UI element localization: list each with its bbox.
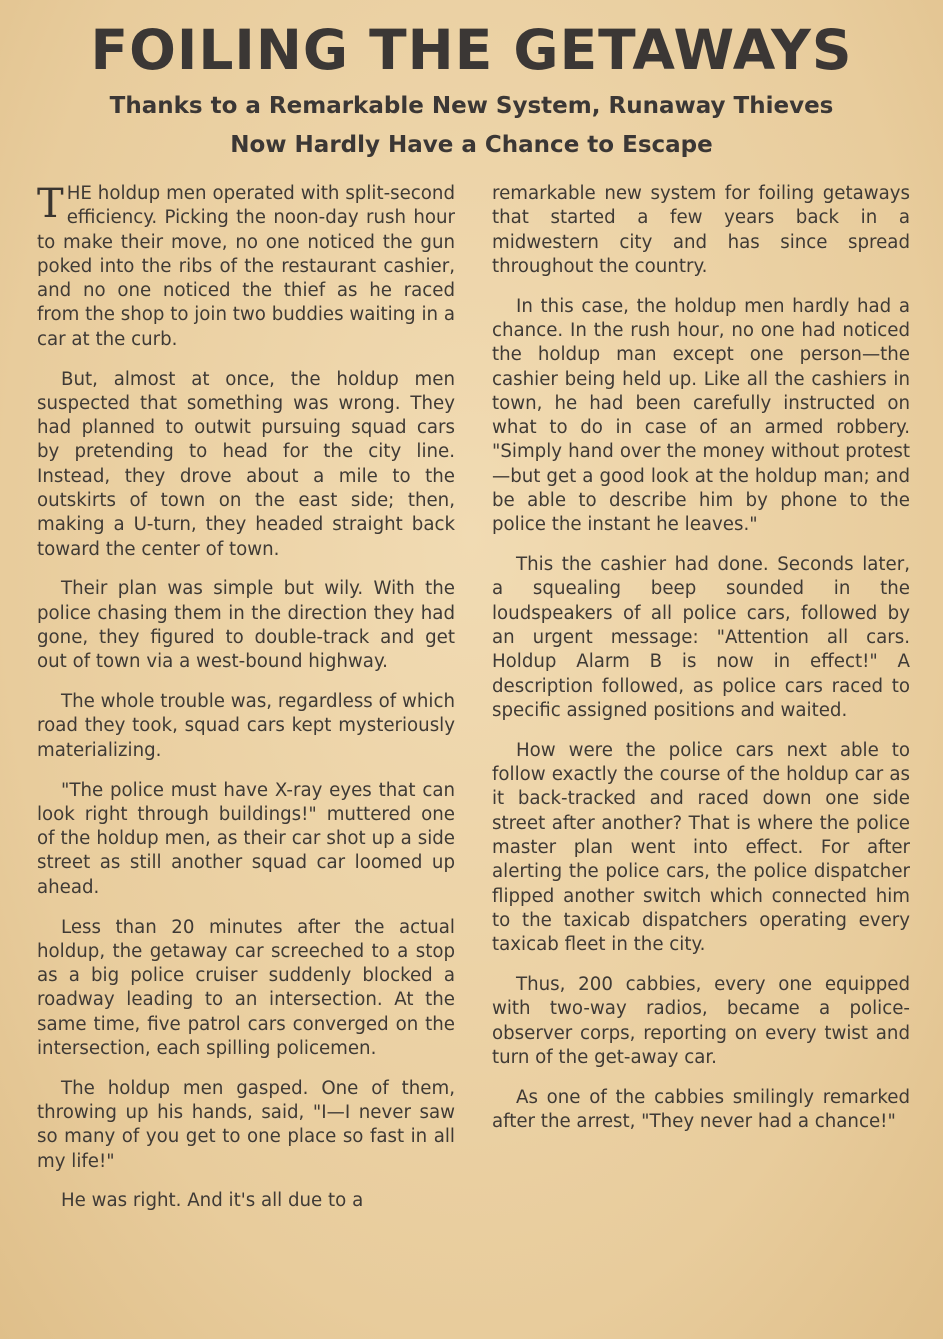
paragraph: As one of the cabbies smilingly remarked after the arrest, "They never had a chance!" [492, 1086, 910, 1132]
paragraph: This the cashier had done. Seconds later, a squealing beep sounded in the loudspeakers of all police cars, followed by an urgent message: "Attention all cars. Holdup Alarm B is now in effect!" A description followed, as police cars raced to specific assigned positions and waited. [492, 554, 910, 721]
article-title: FOILING THE GETAWAYS [90, 18, 853, 82]
article-subtitle-line1: Thanks to a Remarkable New System, Runaway Thieves [109, 93, 834, 119]
paragraph: How were the police cars next able to follow exactly the course of the holdup car as it back-tracked and raced down one side street after another? That is where the police master plan went into effect. For after alerting the police cars, the police dispatcher flipped another switch which connected him to the taxicab dispatchers operating every taxicab fleet in the city. [492, 739, 910, 956]
right-column [492, 182, 910, 1134]
left-column [37, 182, 455, 1214]
paragraph: He was right. And it's all due to a [61, 1190, 364, 1212]
paragraph: Their plan was simple but wily. With the police chasing them in the direction they had gone, they figured to double-track and get out of town via a west-bound highway. [37, 578, 455, 673]
paragraph: The holdup men gasped. One of them, throwing up his hands, said, "I—I never saw so many of you get to one place so fast in all my life!" [37, 1077, 455, 1172]
paragraph-text: HE holdup men operated with split-second efficiency. Picking the noon-day rush hour to make their move, no one noticed the gun poked into the ribs of the restaurant cashier, and no one noticed the thief as he raced from the shop to join two buddies waiting in a car at the curb. [37, 183, 455, 350]
article-subtitle-line2: Now Hardly Have a Chance to Escape [230, 132, 713, 158]
drop-cap: T [37, 181, 64, 227]
paragraph: "The police must have X-ray eyes that can look right through buildings!" muttered one of the holdup men, as their car shot up a side street as still another squad car loomed up ahead. [37, 779, 455, 898]
paragraph: Less than 20 minutes after the actual holdup, the getaway car screeched to a stop as a big police cruiser suddenly blocked a roadway leading to an intersection. At the same time, five patrol cars converged on the intersection, each spilling policemen. [37, 916, 455, 1059]
paragraph: remarkable new system for foiling getaways that started a few years back in a midwestern city and has since spread throughout the country. [492, 183, 910, 277]
paragraph: In this case, the holdup men hardly had a chance. In the rush hour, no one had noticed the holdup man except one person—the cashier being held up. Like all the cashiers in town, he had been carefully instructed on what to do in case of an armed robbery. "Simply hand over the money without protest—but get a good look at the holdup man; and be able to describe him by phone to the police the instant he leaves." [492, 295, 910, 536]
paragraph: Thus, 200 cabbies, every one equipped with two-way radios, became a police-observer corps, reporting on every twist and turn of the get-away car. [492, 973, 910, 1068]
paragraph: The whole trouble was, regardless of which road they took, squad cars kept mysteriously materializing. [37, 691, 455, 761]
paragraph: But, almost at once, the holdup men suspected that something was wrong. They had planned to outwit pursuing squad cars by pretending to head for the city line. Instead, they drove about a mile to the outskirts of town on the east side; then, making a U-turn, they headed straight back toward the center of town. [37, 368, 455, 560]
paragraph [37, 182, 455, 352]
